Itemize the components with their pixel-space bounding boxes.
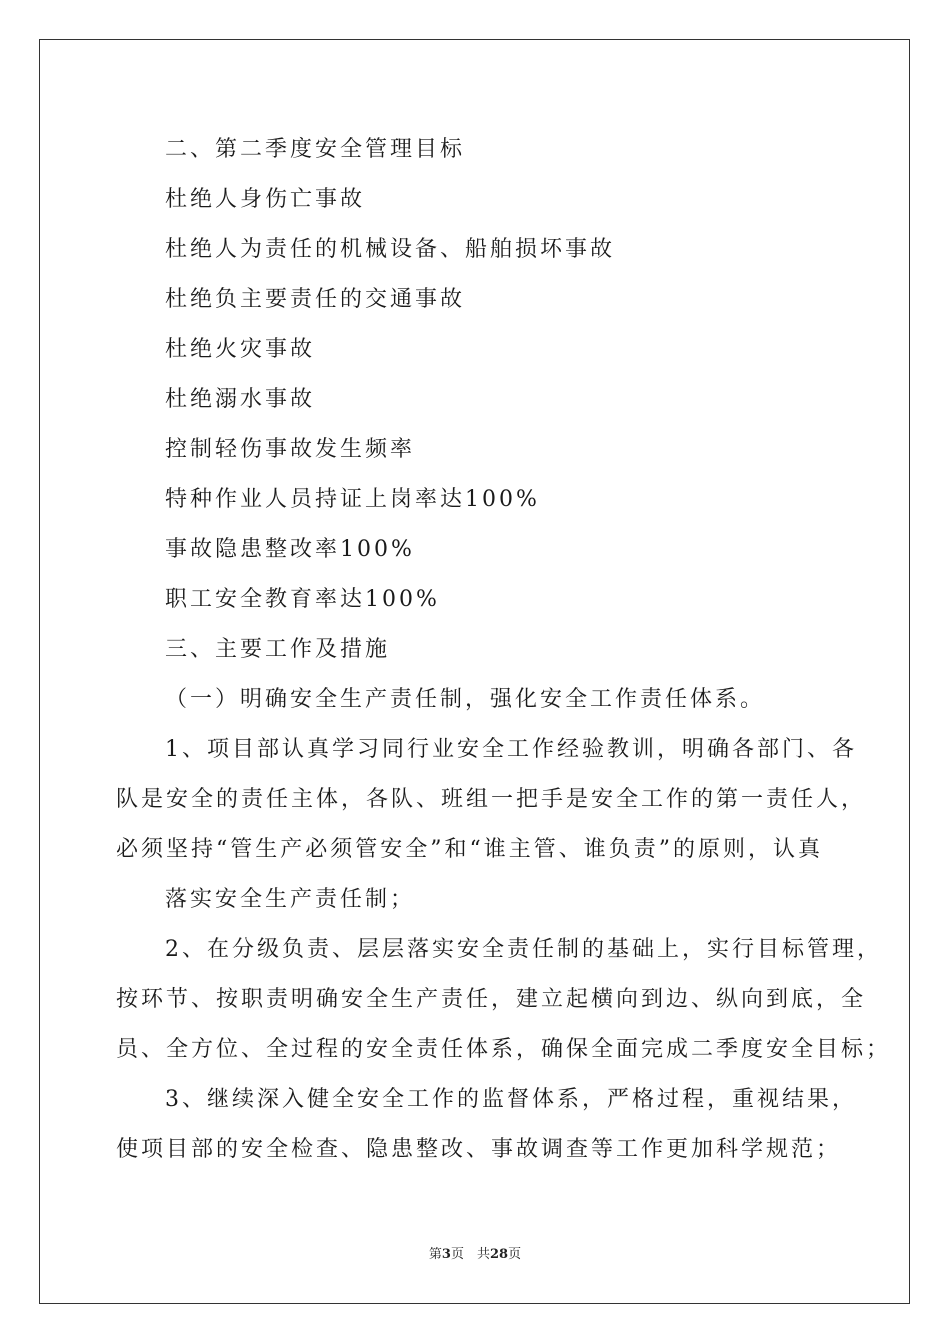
paragraph-line: 员、全方位、全过程的安全责任体系，确保全面完成二季度安全目标；: [116, 1037, 892, 1062]
goal-item: 杜绝负主要责任的交通事故: [165, 287, 466, 312]
paragraph-line: 使项目部的安全检查、隐患整改、事故调查等工作更加科学规范；: [116, 1137, 842, 1162]
paragraph-line: 1、项目部认真学习同行业安全工作经验教训，明确各部门、各: [165, 737, 857, 762]
paragraph-line: 2、在分级负责、层层落实安全责任制的基础上，实行目标管理，: [165, 937, 882, 962]
page-number-total: 28: [489, 1247, 509, 1262]
goal-item: 杜绝溺水事故: [165, 387, 316, 412]
page-number-prefix: 第: [428, 1247, 442, 1262]
goal-item: 杜绝火灾事故: [165, 337, 316, 362]
paragraph-line: 必须坚持“管生产必须管安全”和“谁主管、谁负责”的原则，认真: [116, 837, 823, 862]
paragraph-line: 队是安全的责任主体，各队、班组一把手是安全工作的第一责任人，: [116, 787, 867, 812]
page-number-suffix: 页: [508, 1247, 522, 1262]
heading-quarter-goals: 二、第二季度安全管理目标: [165, 137, 466, 162]
goal-item: 控制轻伤事故发生频率: [165, 437, 416, 462]
paragraph-line: 落实安全生产责任制；: [165, 887, 416, 912]
page-footer: [0, 1246, 950, 1264]
goal-item: 特种作业人员持证上岗率达100%: [165, 487, 540, 512]
goal-item: 杜绝人为责任的机械设备、船舶损坏事故: [165, 237, 616, 262]
page-border: [39, 39, 910, 1304]
goal-item: 事故隐患整改率100%: [165, 537, 415, 562]
page-number-current: 3: [441, 1247, 451, 1262]
goal-item: 职工安全教育率达100%: [165, 587, 440, 612]
goal-item: 杜绝人身伤亡事故: [165, 187, 366, 212]
subheading-responsibility: （一）明确安全生产责任制，强化安全工作责任体系。: [165, 687, 766, 712]
paragraph-line: 按环节、按职责明确安全生产责任，建立起横向到边、纵向到底，全: [116, 987, 867, 1012]
page-number-mid: 页 共: [450, 1247, 490, 1262]
heading-main-work: 三、主要工作及措施: [165, 637, 391, 662]
paragraph-line: 3、继续深入健全安全工作的监督体系，严格过程，重视结果，: [165, 1087, 857, 1112]
